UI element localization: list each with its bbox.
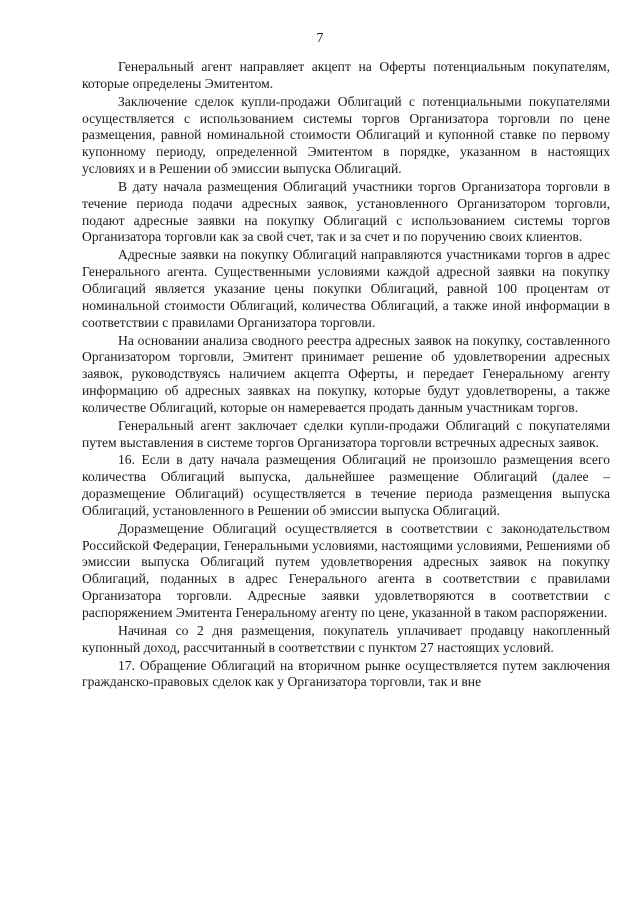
paragraph-placement-start-date: В дату начала размещения Облигаций участники торгов Организатора торговли в течение периода подачи адресных заявок, установленного Организатором торговли, подают адресные заявки на покупку Облигаций с использованием системы торгов Организатора торговли как за свой счет, так и за счет и по поручению своих клиентов. bbox=[82, 178, 610, 245]
paragraph-item-17-secondary-market: 17. Обращение Облигаций на вторичном рынке осуществляется путем заключения гражданско-правовых сделок как у Организатора торговли, так и вне bbox=[82, 657, 610, 690]
page-number: 7 bbox=[316, 31, 324, 46]
paragraph-counter-bids: Генеральный агент заключает сделки купли-продажи Облигаций с покупателями путем выставления в системе торгов Организатора торговли встречных адресных заявок. bbox=[82, 417, 610, 450]
paragraph-general-agent-acceptance: Генеральный агент направляет акцепт на Оферты потенциальным покупателям, которые определены Эмитентом. bbox=[82, 59, 610, 91]
paragraph-consolidated-register: На основании анализа сводного реестра адресных заявок на покупку, составленного Организатором торговли, Эмитент принимает решение об удовлетворении адресных заявок, руководствуясь наличием акцепта Оферты, и передает Генеральному агенту информацию об адресных заявках на покупку, которые будут удовлетворены, а также количестве Облигаций, которые он намеревается продать данным участникам торгов. bbox=[82, 332, 610, 415]
paragraph-conclusion-of-deals: Заключение сделок купли-продажи Облигаций с потенциальными покупателями осуществляется с использованием системы торгов Организатора торговли по цене размещения, равной номинальной стоимости Облигаций и купонной ставке по первому купонному периоду, определенной Эмитентом в порядке, указанном в настоящих условиях и в Решении об эмиссии выпуска Облигаций. bbox=[82, 93, 610, 177]
paragraph-item-16-additional-placement: 16. Если в дату начала размещения Облигаций не произошло размещения всего количества Облигаций выпуска, дальнейшее размещение Облигаций (далее – доразмещение Облигаций) осуществляется в течение периода размещения выпуска Облигаций, установленного в Решении об эмиссии выпуска Облигаций. bbox=[82, 452, 610, 518]
paragraph-accrued-coupon-income: Начиная со 2 дня размещения, покупатель уплачивает продавцу накопленный купонный доход, рассчитанный в соответствии с пунктом 27 настоящих условий. bbox=[82, 622, 610, 655]
document-body bbox=[82, 59, 610, 692]
paragraph-address-bids: Адресные заявки на покупку Облигаций направляются участниками торгов в адрес Генерального агента. Существенными условиями каждой адресной заявки на покупку Облигаций является указание цены покупки Облигаций, равной 100 процентам от номинальной стоимости Облигаций, количества Облигаций, а также иной информации в соответствии с правилами Организатора торговли. bbox=[82, 247, 610, 330]
paragraph-additional-placement-rules: Доразмещение Облигаций осуществляется в соответствии с законодательством Российской Федерации, Генеральными условиями, настоящими условиями, Решениями об эмиссии выпуска Облигаций путем удовлетворения адресных заявок на покупку Облигаций, поданных в адрес Генерального агента в соответствии с правилами Организатора торговли. Адресные заявки удовлетворяются в соответствии с распоряжением Эмитента Генеральному агенту по цене, указанной в таком распоряжении. bbox=[82, 520, 610, 620]
